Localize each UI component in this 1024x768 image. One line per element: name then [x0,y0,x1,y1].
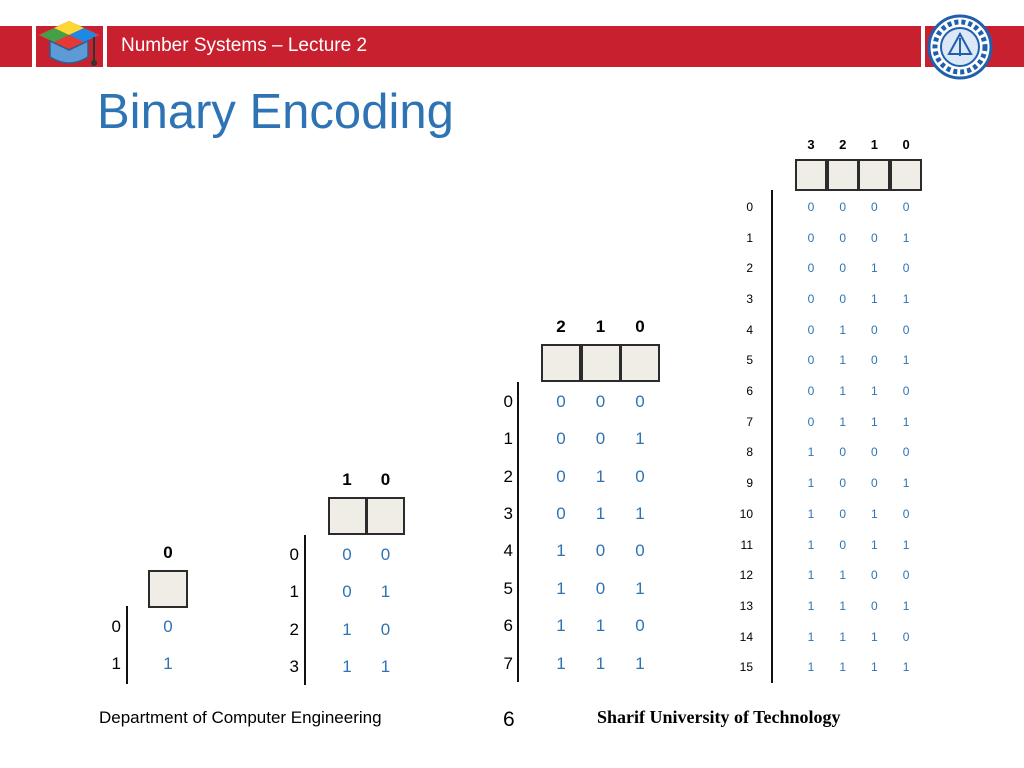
bit-value: 1 [556,541,566,561]
bit-position-header: 1 [595,316,606,336]
bit-value: 1 [807,568,815,583]
bit-value: 0 [871,476,878,491]
bit-value: 1 [871,537,878,552]
row-index: 13 [739,598,753,613]
bit-cell-box [366,497,405,535]
bit-value: 0 [839,230,847,245]
row-index: 2 [746,261,753,276]
bit-value: 0 [871,568,878,583]
bit-value: 0 [163,616,173,636]
bit-value: 1 [871,384,878,398]
bit-position-header: 0 [380,469,391,489]
bit-value: 0 [902,322,910,337]
bit-value: 1 [902,414,910,429]
row-index: 0 [746,199,753,214]
bit-value: 1 [839,629,847,644]
row-index: 1 [503,429,513,449]
bit-cell-box [858,159,890,191]
bit-value: 1 [871,660,878,675]
row-index: 2 [289,619,299,639]
university-gear-seal-icon [927,14,993,80]
bit-value: 1 [839,322,847,337]
bit-value: 0 [807,322,815,337]
bit-value: 0 [871,445,878,460]
page-number: 6 [503,708,515,731]
bit-value: 0 [807,230,815,245]
bit-value: 0 [902,384,910,398]
bit-value: 1 [595,466,606,486]
bit-value: 1 [380,657,391,677]
bit-cell-box [328,497,367,535]
bit-value: 0 [839,199,847,214]
table-divider-line [304,535,306,685]
banner-divider [921,26,925,67]
bit-position-header: 0 [163,542,173,562]
bit-value: 0 [871,322,878,337]
bit-value: 0 [807,291,815,306]
bit-value: 0 [839,261,847,276]
bit-value: 1 [839,414,847,429]
footer-department: Department of Computer Engineering [99,708,382,727]
bit-value: 0 [902,506,910,521]
bit-value: 1 [871,506,878,521]
row-index: 11 [740,537,753,552]
bit-value: 0 [871,598,878,613]
row-index: 1 [111,653,121,673]
bit-value: 0 [556,429,566,449]
row-index: 8 [746,445,753,460]
row-index: 14 [739,629,753,644]
bit-value: 0 [902,261,910,276]
row-index: 12 [739,568,753,583]
bit-value: 1 [595,653,606,673]
bit-value: 0 [342,544,352,564]
bit-value: 1 [342,657,352,677]
bit-value: 1 [595,504,606,523]
bit-value: 0 [871,199,878,214]
bit-value: 0 [807,384,815,398]
slide-title: Binary Encoding [97,85,454,139]
bit-value: 0 [595,541,606,561]
bit-cell-box [795,159,827,191]
bit-value: 1 [839,384,847,398]
bit-value: 0 [380,544,391,564]
bit-cell-box [620,344,660,382]
bit-cell-box [148,570,188,608]
row-index: 1 [746,230,753,245]
bit-value: 0 [902,445,910,460]
bit-value: 1 [163,653,173,673]
bit-value: 0 [635,466,645,486]
bit-value: 0 [839,476,847,491]
bit-value: 1 [556,653,566,673]
bit-value: 1 [635,429,645,449]
bit-cell-box [541,344,581,382]
bit-value: 0 [807,353,815,368]
row-index: 0 [289,544,299,564]
graduation-cap-puzzle-icon [36,17,102,75]
bit-value: 0 [807,199,815,214]
row-index: 3 [503,504,513,523]
table-divider-line [517,382,519,682]
bit-value: 0 [342,582,352,602]
row-index: 3 [746,291,753,306]
bit-value: 0 [839,291,847,306]
bit-position-header: 2 [839,137,847,153]
bit-value: 1 [595,616,606,636]
row-index: 2 [503,466,513,486]
table-divider-line [771,190,773,683]
bit-position-header: 2 [556,316,566,336]
row-index: 6 [746,384,753,398]
row-index: 7 [746,414,753,429]
bit-value: 0 [595,429,606,449]
bit-value: 1 [902,291,910,306]
bit-value: 0 [902,199,910,214]
bit-value: 1 [807,506,815,521]
bit-value: 0 [556,391,566,411]
bit-value: 1 [556,578,566,598]
bit-value: 0 [902,568,910,583]
row-index: 7 [503,653,513,673]
row-index: 9 [746,476,753,491]
bit-value: 0 [839,445,847,460]
row-index: 4 [503,541,513,561]
row-index: 0 [111,616,121,636]
row-index: 1 [289,582,299,602]
bit-value: 1 [635,653,645,673]
bit-value: 1 [902,660,910,675]
row-index: 10 [739,506,753,521]
row-index: 3 [289,657,299,677]
bit-value: 0 [871,353,878,368]
bit-value: 0 [871,230,878,245]
bit-cell-box [827,159,859,191]
bit-value: 0 [380,619,391,639]
bit-value: 1 [839,660,847,675]
bit-value: 0 [556,466,566,486]
bit-value: 1 [342,619,352,639]
row-index: 4 [746,322,753,337]
table-divider-line [126,606,128,684]
bit-value: 1 [807,537,815,552]
bit-value: 0 [556,504,566,523]
bit-value: 1 [871,261,878,276]
bit-value: 1 [902,598,910,613]
bit-position-header: 0 [902,137,910,153]
bit-position-header: 1 [870,137,878,153]
banner-divider [103,26,107,67]
bit-value: 0 [635,391,645,411]
bit-value: 1 [807,598,815,613]
bit-value: 0 [807,414,815,429]
bit-value: 1 [807,629,815,644]
bit-value: 1 [839,353,847,368]
row-index: 5 [746,353,753,368]
row-index: 0 [503,391,513,411]
bit-value: 1 [635,504,645,523]
bit-cell-box [890,159,922,191]
bit-position-header: 3 [807,137,815,153]
bit-value: 1 [902,537,910,552]
bit-value: 1 [635,578,645,598]
bit-value: 1 [839,598,847,613]
bit-value: 1 [902,353,910,368]
bit-value: 1 [871,414,878,429]
bit-value: 0 [902,629,910,644]
bit-value: 0 [635,616,645,636]
bit-value: 0 [595,578,606,598]
bit-value: 0 [839,506,847,521]
bit-value: 0 [807,261,815,276]
bit-value: 0 [635,541,645,561]
bit-value: 1 [871,291,878,306]
bit-value: 0 [839,537,847,552]
bit-value: 0 [595,391,606,411]
footer-university: Sharif University of Technology [597,707,841,727]
bit-value: 1 [807,660,815,675]
bit-position-header: 0 [635,316,645,336]
bit-cell-box [581,344,621,382]
row-index: 15 [739,660,753,675]
bit-value: 1 [807,476,815,491]
row-index: 5 [503,578,513,598]
bit-value: 1 [871,629,878,644]
bit-position-header: 1 [342,469,352,489]
lecture-title: Number Systems – Lecture 2 [121,35,368,56]
bit-value: 1 [807,445,815,460]
bit-value: 1 [839,568,847,583]
row-index: 6 [503,616,513,636]
bit-value: 1 [902,230,910,245]
bit-value: 1 [380,582,391,602]
bit-value: 1 [902,476,910,491]
bit-value: 1 [556,616,566,636]
